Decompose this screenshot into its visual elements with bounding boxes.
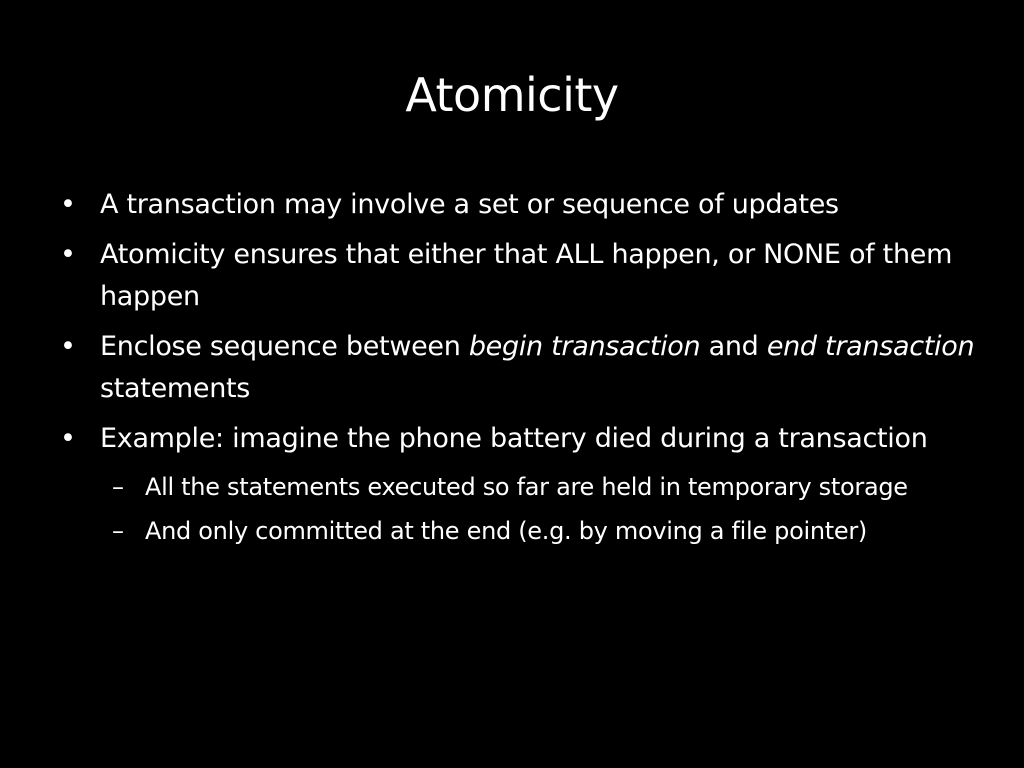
sub-bullet-text: And only committed at the end (e.g. by moving a file pointer) (145, 517, 867, 545)
bullet-item (58, 418, 978, 460)
bullet-item (58, 326, 978, 410)
sub-bullet-item (112, 512, 978, 550)
bullet-marker: • (60, 331, 76, 362)
bullet-text: Atomicity ensures that either that ALL happen, or NONE of them happen (100, 239, 953, 312)
bullet-text-emphasis: end transaction (766, 331, 975, 362)
slide-body (58, 184, 978, 556)
sub-bullet-marker: – (112, 517, 124, 545)
bullet-marker: • (60, 239, 76, 270)
bullet-text-part: Enclose sequence between (100, 331, 469, 362)
bullet-text-part: statements (100, 373, 251, 404)
bullet-item (58, 184, 978, 226)
bullet-text: Example: imagine the phone battery died during a transaction (100, 423, 928, 454)
sub-bullet-text: All the statements executed so far are held in temporary storage (145, 473, 908, 501)
bullet-text: A transaction may involve a set or sequence of updates (100, 189, 839, 220)
sub-bullet-marker: – (112, 473, 124, 501)
bullet-item (58, 234, 978, 318)
bullet-text-part: and (700, 331, 767, 362)
bullet-marker: • (60, 423, 76, 454)
sub-bullet-item (112, 468, 978, 506)
bullet-text-emphasis: begin transaction (468, 331, 701, 362)
slide-title: Atomicity (405, 68, 619, 122)
bullet-marker: • (60, 189, 76, 220)
